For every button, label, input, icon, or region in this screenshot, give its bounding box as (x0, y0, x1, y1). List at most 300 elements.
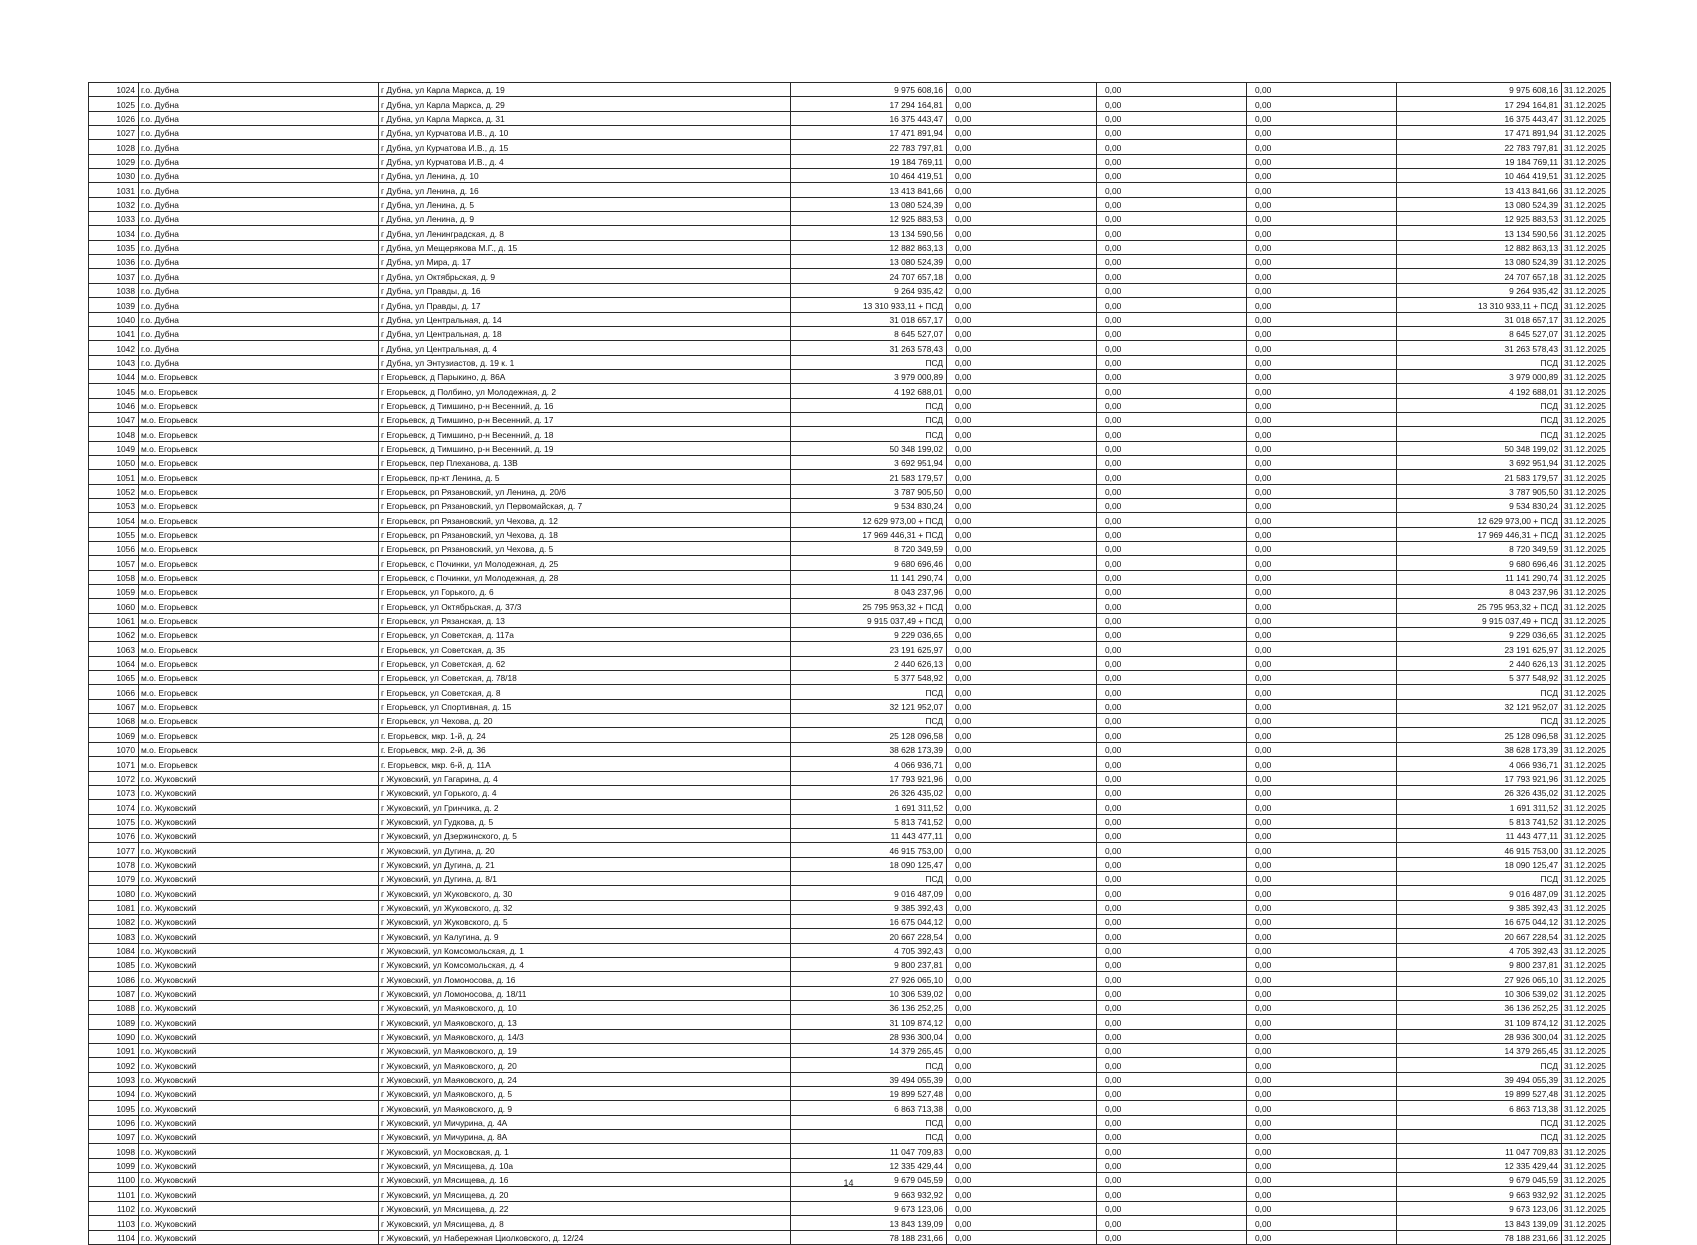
total-cost-cell: 10 306 539,02 (791, 986, 947, 1000)
fund-1-cell: 0,00 (947, 83, 1097, 97)
total-cost-cell: 14 379 265,45 (791, 1044, 947, 1058)
deadline-cell: 31.12.2025 (1562, 1158, 1611, 1172)
total-cost-cell: 18 090 125,47 (791, 857, 947, 871)
fund-1-cell: 0,00 (947, 341, 1097, 355)
fund-2-cell: 0,00 (1097, 1216, 1247, 1230)
fund-2-cell: 0,00 (1097, 126, 1247, 140)
fund-2-cell: 0,00 (1097, 369, 1247, 383)
address-cell: г Егорьевск, ул Советская, д. 62 (379, 656, 791, 670)
fund-1-cell: 0,00 (947, 240, 1097, 254)
fund-3-cell: 0,00 (1247, 1072, 1397, 1086)
total-cost-cell: 11 047 709,83 (791, 1144, 947, 1158)
fund-2-cell: 0,00 (1097, 1144, 1247, 1158)
deadline-cell: 31.12.2025 (1562, 957, 1611, 971)
owner-funds-cell: 9 975 608,16 (1397, 83, 1562, 97)
fund-1-cell: 0,00 (947, 714, 1097, 728)
municipality-cell: м.о. Егорьевск (139, 527, 379, 541)
fund-1-cell: 0,00 (947, 656, 1097, 670)
municipality-cell: м.о. Егорьевск (139, 757, 379, 771)
fund-2-cell: 0,00 (1097, 857, 1247, 871)
owner-funds-cell: 12 882 863,13 (1397, 240, 1562, 254)
fund-1-cell: 0,00 (947, 699, 1097, 713)
fund-2-cell: 0,00 (1097, 1087, 1247, 1101)
owner-funds-cell: 27 926 065,10 (1397, 972, 1562, 986)
row-number-cell: 1033 (89, 212, 139, 226)
row-number-cell: 1055 (89, 527, 139, 541)
deadline-cell: 31.12.2025 (1562, 628, 1611, 642)
address-cell: г Егорьевск, рп Рязановский, ул Чехова, д. 5 (379, 542, 791, 556)
owner-funds-cell: 24 707 657,18 (1397, 269, 1562, 283)
deadline-cell: 31.12.2025 (1562, 1101, 1611, 1115)
address-cell: г Жуковский, ул Горького, д. 4 (379, 785, 791, 799)
row-number-cell: 1104 (89, 1230, 139, 1244)
municipality-cell: г.о. Жуковский (139, 1187, 379, 1201)
fund-3-cell: 0,00 (1247, 484, 1397, 498)
row-number-cell: 1037 (89, 269, 139, 283)
municipality-cell: м.о. Егорьевск (139, 699, 379, 713)
fund-1-cell: 0,00 (947, 828, 1097, 842)
fund-1-cell: 0,00 (947, 384, 1097, 398)
owner-funds-cell: 36 136 252,25 (1397, 1001, 1562, 1015)
fund-2-cell: 0,00 (1097, 1101, 1247, 1115)
table-row (89, 212, 1611, 226)
owner-funds-cell: 46 915 753,00 (1397, 843, 1562, 857)
fund-2-cell: 0,00 (1097, 154, 1247, 168)
row-number-cell: 1076 (89, 828, 139, 842)
fund-2-cell: 0,00 (1097, 1072, 1247, 1086)
owner-funds-cell: ПСД (1397, 714, 1562, 728)
municipality-cell: м.о. Егорьевск (139, 728, 379, 742)
table-row (89, 742, 1611, 756)
total-cost-cell: 32 121 952,07 (791, 699, 947, 713)
fund-2-cell: 0,00 (1097, 212, 1247, 226)
owner-funds-cell: 10 306 539,02 (1397, 986, 1562, 1000)
fund-3-cell: 0,00 (1247, 785, 1397, 799)
row-number-cell: 1103 (89, 1216, 139, 1230)
municipality-cell: м.о. Егорьевск (139, 455, 379, 469)
fund-3-cell: 0,00 (1247, 169, 1397, 183)
owner-funds-cell: ПСД (1397, 398, 1562, 412)
fund-2-cell: 0,00 (1097, 1058, 1247, 1072)
total-cost-cell: 9 663 932,92 (791, 1187, 947, 1201)
address-cell: г Егорьевск, рп Рязановский, ул Чехова, д. 18 (379, 527, 791, 541)
row-number-cell: 1053 (89, 498, 139, 512)
owner-funds-cell: 3 692 951,94 (1397, 455, 1562, 469)
total-cost-cell: ПСД (791, 1130, 947, 1144)
address-cell: г Жуковский, ул Калугина, д. 9 (379, 929, 791, 943)
fund-3-cell: 0,00 (1247, 240, 1397, 254)
deadline-cell: 31.12.2025 (1562, 671, 1611, 685)
fund-3-cell: 0,00 (1247, 656, 1397, 670)
owner-funds-cell: 9 229 036,65 (1397, 628, 1562, 642)
deadline-cell: 31.12.2025 (1562, 240, 1611, 254)
fund-2-cell: 0,00 (1097, 255, 1247, 269)
municipality-cell: г.о. Дубна (139, 97, 379, 111)
total-cost-cell: 28 936 300,04 (791, 1029, 947, 1043)
municipality-cell: г.о. Дубна (139, 111, 379, 125)
address-cell: г Егорьевск, ул Октябрьская, д. 37/3 (379, 599, 791, 613)
municipality-cell: м.о. Егорьевск (139, 484, 379, 498)
fund-3-cell: 0,00 (1247, 1158, 1397, 1172)
deadline-cell: 31.12.2025 (1562, 1044, 1611, 1058)
municipality-cell: г.о. Дубна (139, 169, 379, 183)
fund-2-cell: 0,00 (1097, 384, 1247, 398)
table-row (89, 183, 1611, 197)
fund-2-cell: 0,00 (1097, 972, 1247, 986)
fund-1-cell: 0,00 (947, 1115, 1097, 1129)
fund-3-cell: 0,00 (1247, 1058, 1397, 1072)
municipality-cell: г.о. Жуковский (139, 1130, 379, 1144)
fund-2-cell: 0,00 (1097, 140, 1247, 154)
fund-3-cell: 0,00 (1247, 140, 1397, 154)
total-cost-cell: ПСД (791, 1115, 947, 1129)
fund-3-cell: 0,00 (1247, 470, 1397, 484)
municipality-cell: г.о. Жуковский (139, 843, 379, 857)
row-number-cell: 1096 (89, 1115, 139, 1129)
fund-3-cell: 0,00 (1247, 542, 1397, 556)
municipality-cell: г.о. Жуковский (139, 914, 379, 928)
fund-2-cell: 0,00 (1097, 183, 1247, 197)
fund-1-cell: 0,00 (947, 441, 1097, 455)
fund-3-cell: 0,00 (1247, 1144, 1397, 1158)
municipality-cell: м.о. Егорьевск (139, 656, 379, 670)
row-number-cell: 1098 (89, 1144, 139, 1158)
fund-3-cell: 0,00 (1247, 197, 1397, 211)
deadline-cell: 31.12.2025 (1562, 972, 1611, 986)
total-cost-cell: 13 080 524,39 (791, 197, 947, 211)
address-cell: г Дубна, ул Октябрьская, д. 9 (379, 269, 791, 283)
fund-2-cell: 0,00 (1097, 828, 1247, 842)
fund-1-cell: 0,00 (947, 369, 1097, 383)
municipality-cell: г.о. Жуковский (139, 814, 379, 828)
fund-2-cell: 0,00 (1097, 1230, 1247, 1244)
deadline-cell: 31.12.2025 (1562, 585, 1611, 599)
row-number-cell: 1088 (89, 1001, 139, 1015)
fund-3-cell: 0,00 (1247, 1101, 1397, 1115)
fund-2-cell: 0,00 (1097, 298, 1247, 312)
owner-funds-cell: 8 043 237,96 (1397, 585, 1562, 599)
total-cost-cell: 19 899 527,48 (791, 1087, 947, 1101)
row-number-cell: 1059 (89, 585, 139, 599)
row-number-cell: 1047 (89, 412, 139, 426)
row-number-cell: 1102 (89, 1201, 139, 1215)
row-number-cell: 1068 (89, 714, 139, 728)
row-number-cell: 1078 (89, 857, 139, 871)
fund-3-cell: 0,00 (1247, 800, 1397, 814)
total-cost-cell: 1 691 311,52 (791, 800, 947, 814)
table-row (89, 1101, 1611, 1115)
fund-2-cell: 0,00 (1097, 843, 1247, 857)
deadline-cell: 31.12.2025 (1562, 570, 1611, 584)
deadline-cell: 31.12.2025 (1562, 843, 1611, 857)
municipality-cell: г.о. Жуковский (139, 957, 379, 971)
fund-3-cell: 0,00 (1247, 671, 1397, 685)
table-row (89, 140, 1611, 154)
fund-1-cell: 0,00 (947, 957, 1097, 971)
fund-2-cell: 0,00 (1097, 470, 1247, 484)
row-number-cell: 1067 (89, 699, 139, 713)
owner-funds-cell: ПСД (1397, 871, 1562, 885)
address-cell: г Егорьевск, д Полбино, ул Молодежная, д. 2 (379, 384, 791, 398)
table-row (89, 455, 1611, 469)
deadline-cell: 31.12.2025 (1562, 126, 1611, 140)
deadline-cell: 31.12.2025 (1562, 398, 1611, 412)
table-row (89, 240, 1611, 254)
fund-1-cell: 0,00 (947, 498, 1097, 512)
table-row (89, 556, 1611, 570)
total-cost-cell: 9 680 696,46 (791, 556, 947, 570)
fund-3-cell: 0,00 (1247, 83, 1397, 97)
table-row (89, 1001, 1611, 1015)
fund-3-cell: 0,00 (1247, 455, 1397, 469)
fund-2-cell: 0,00 (1097, 97, 1247, 111)
table-row (89, 972, 1611, 986)
fund-3-cell: 0,00 (1247, 326, 1397, 340)
fund-2-cell: 0,00 (1097, 1201, 1247, 1215)
total-cost-cell: 9 915 037,49 + ПСД (791, 613, 947, 627)
row-number-cell: 1025 (89, 97, 139, 111)
fund-1-cell: 0,00 (947, 197, 1097, 211)
fund-1-cell: 0,00 (947, 212, 1097, 226)
table-row (89, 255, 1611, 269)
fund-2-cell: 0,00 (1097, 441, 1247, 455)
fund-2-cell: 0,00 (1097, 886, 1247, 900)
fund-3-cell: 0,00 (1247, 570, 1397, 584)
total-cost-cell: 38 628 173,39 (791, 742, 947, 756)
municipality-cell: г.о. Жуковский (139, 828, 379, 842)
owner-funds-cell: 22 783 797,81 (1397, 140, 1562, 154)
municipality-cell: м.о. Егорьевск (139, 628, 379, 642)
row-number-cell: 1074 (89, 800, 139, 814)
table-row (89, 814, 1611, 828)
fund-3-cell: 0,00 (1247, 1230, 1397, 1244)
deadline-cell: 31.12.2025 (1562, 384, 1611, 398)
owner-funds-cell: 32 121 952,07 (1397, 699, 1562, 713)
fund-2-cell: 0,00 (1097, 1173, 1247, 1187)
deadline-cell: 31.12.2025 (1562, 111, 1611, 125)
deadline-cell: 31.12.2025 (1562, 154, 1611, 168)
total-cost-cell: 78 188 231,66 (791, 1230, 947, 1244)
fund-3-cell: 0,00 (1247, 628, 1397, 642)
row-number-cell: 1040 (89, 312, 139, 326)
owner-funds-cell: 50 348 199,02 (1397, 441, 1562, 455)
address-cell: г Жуковский, ул Маяковского, д. 19 (379, 1044, 791, 1058)
deadline-cell: 31.12.2025 (1562, 455, 1611, 469)
municipality-cell: м.о. Егорьевск (139, 384, 379, 398)
deadline-cell: 31.12.2025 (1562, 1015, 1611, 1029)
row-number-cell: 1094 (89, 1087, 139, 1101)
municipality-cell: г.о. Дубна (139, 269, 379, 283)
table-row (89, 1058, 1611, 1072)
total-cost-cell: 22 783 797,81 (791, 140, 947, 154)
municipality-cell: г.о. Жуковский (139, 1230, 379, 1244)
table-row (89, 671, 1611, 685)
fund-3-cell: 0,00 (1247, 441, 1397, 455)
total-cost-cell: 46 915 753,00 (791, 843, 947, 857)
owner-funds-cell: 9 915 037,49 + ПСД (1397, 613, 1562, 627)
row-number-cell: 1091 (89, 1044, 139, 1058)
fund-2-cell: 0,00 (1097, 355, 1247, 369)
address-cell: г Егорьевск, рп Рязановский, ул Первомайская, д. 7 (379, 498, 791, 512)
table-row (89, 283, 1611, 297)
fund-2-cell: 0,00 (1097, 498, 1247, 512)
address-cell: г Егорьевск, д Тимшино, р-н Весенний, д. 18 (379, 427, 791, 441)
owner-funds-cell: 2 440 626,13 (1397, 656, 1562, 670)
total-cost-cell: 16 675 044,12 (791, 914, 947, 928)
deadline-cell: 31.12.2025 (1562, 943, 1611, 957)
table-row (89, 484, 1611, 498)
table-row (89, 542, 1611, 556)
fund-1-cell: 0,00 (947, 1173, 1097, 1187)
row-number-cell: 1046 (89, 398, 139, 412)
address-cell: г Жуковский, ул Гринчика, д. 2 (379, 800, 791, 814)
fund-1-cell: 0,00 (947, 255, 1097, 269)
table-row (89, 441, 1611, 455)
total-cost-cell: 21 583 179,57 (791, 470, 947, 484)
deadline-cell: 31.12.2025 (1562, 828, 1611, 842)
address-cell: г Жуковский, ул Маяковского, д. 14/3 (379, 1029, 791, 1043)
owner-funds-cell: 28 936 300,04 (1397, 1029, 1562, 1043)
owner-funds-cell: 13 413 841,66 (1397, 183, 1562, 197)
address-cell: г Дубна, ул Курчатова И.В., д. 10 (379, 126, 791, 140)
address-cell: г Жуковский, ул Маяковского, д. 20 (379, 1058, 791, 1072)
fund-2-cell: 0,00 (1097, 556, 1247, 570)
table-row (89, 169, 1611, 183)
fund-1-cell: 0,00 (947, 226, 1097, 240)
owner-funds-cell: 13 080 524,39 (1397, 255, 1562, 269)
row-number-cell: 1071 (89, 757, 139, 771)
deadline-cell: 31.12.2025 (1562, 742, 1611, 756)
total-cost-cell: 12 335 429,44 (791, 1158, 947, 1172)
row-number-cell: 1084 (89, 943, 139, 957)
address-cell: г Егорьевск, с Починки, ул Молодежная, д. 25 (379, 556, 791, 570)
fund-1-cell: 0,00 (947, 427, 1097, 441)
fund-1-cell: 0,00 (947, 484, 1097, 498)
total-cost-cell: 6 863 713,38 (791, 1101, 947, 1115)
fund-1-cell: 0,00 (947, 527, 1097, 541)
owner-funds-cell: 11 443 477,11 (1397, 828, 1562, 842)
total-cost-cell: 12 629 973,00 + ПСД (791, 513, 947, 527)
table-row (89, 197, 1611, 211)
fund-2-cell: 0,00 (1097, 1187, 1247, 1201)
owner-funds-cell: 9 800 237,81 (1397, 957, 1562, 971)
owner-funds-cell: 9 680 696,46 (1397, 556, 1562, 570)
row-number-cell: 1043 (89, 355, 139, 369)
fund-1-cell: 0,00 (947, 914, 1097, 928)
fund-1-cell: 0,00 (947, 599, 1097, 613)
fund-2-cell: 0,00 (1097, 585, 1247, 599)
table-row (89, 642, 1611, 656)
row-number-cell: 1030 (89, 169, 139, 183)
deadline-cell: 31.12.2025 (1562, 542, 1611, 556)
table-row (89, 498, 1611, 512)
fund-3-cell: 0,00 (1247, 269, 1397, 283)
owner-funds-cell: 23 191 625,97 (1397, 642, 1562, 656)
fund-2-cell: 0,00 (1097, 757, 1247, 771)
owner-funds-cell: ПСД (1397, 427, 1562, 441)
owner-funds-cell: 19 899 527,48 (1397, 1087, 1562, 1101)
total-cost-cell: 31 018 657,17 (791, 312, 947, 326)
municipality-cell: м.о. Егорьевск (139, 599, 379, 613)
row-number-cell: 1038 (89, 283, 139, 297)
fund-1-cell: 0,00 (947, 355, 1097, 369)
municipality-cell: г.о. Дубна (139, 283, 379, 297)
address-cell: г Жуковский, ул Ломоносова, д. 16 (379, 972, 791, 986)
owner-funds-cell: 38 628 173,39 (1397, 742, 1562, 756)
fund-3-cell: 0,00 (1247, 900, 1397, 914)
table-row (89, 699, 1611, 713)
fund-3-cell: 0,00 (1247, 714, 1397, 728)
address-cell: г Жуковский, ул Маяковского, д. 9 (379, 1101, 791, 1115)
total-cost-cell: 26 326 435,02 (791, 785, 947, 799)
owner-funds-cell: 3 787 905,50 (1397, 484, 1562, 498)
table-row (89, 1201, 1611, 1215)
table-row (89, 154, 1611, 168)
row-number-cell: 1052 (89, 484, 139, 498)
deadline-cell: 31.12.2025 (1562, 685, 1611, 699)
table-row (89, 943, 1611, 957)
fund-1-cell: 0,00 (947, 183, 1097, 197)
municipality-cell: м.о. Егорьевск (139, 498, 379, 512)
fund-3-cell: 0,00 (1247, 384, 1397, 398)
row-number-cell: 1024 (89, 83, 139, 97)
address-cell: г Дубна, ул Курчатова И.В., д. 4 (379, 154, 791, 168)
fund-3-cell: 0,00 (1247, 757, 1397, 771)
fund-3-cell: 0,00 (1247, 111, 1397, 125)
table-row (89, 843, 1611, 857)
table-row (89, 685, 1611, 699)
deadline-cell: 31.12.2025 (1562, 197, 1611, 211)
fund-1-cell: 0,00 (947, 513, 1097, 527)
municipality-cell: г.о. Жуковский (139, 1087, 379, 1101)
row-number-cell: 1058 (89, 570, 139, 584)
row-number-cell: 1032 (89, 197, 139, 211)
fund-2-cell: 0,00 (1097, 570, 1247, 584)
total-cost-cell: 9 016 487,09 (791, 886, 947, 900)
table-row (89, 226, 1611, 240)
row-number-cell: 1086 (89, 972, 139, 986)
row-number-cell: 1081 (89, 900, 139, 914)
owner-funds-cell: 9 534 830,24 (1397, 498, 1562, 512)
fund-1-cell: 0,00 (947, 843, 1097, 857)
municipality-cell: г.о. Жуковский (139, 1201, 379, 1215)
deadline-cell: 31.12.2025 (1562, 369, 1611, 383)
fund-1-cell: 0,00 (947, 972, 1097, 986)
deadline-cell: 31.12.2025 (1562, 412, 1611, 426)
owner-funds-cell: 18 090 125,47 (1397, 857, 1562, 871)
total-cost-cell: 4 066 936,71 (791, 757, 947, 771)
municipality-cell: г.о. Дубна (139, 212, 379, 226)
repair-schedule-table (88, 82, 1611, 1245)
fund-3-cell: 0,00 (1247, 527, 1397, 541)
deadline-cell: 31.12.2025 (1562, 728, 1611, 742)
row-number-cell: 1097 (89, 1130, 139, 1144)
fund-2-cell: 0,00 (1097, 1044, 1247, 1058)
deadline-cell: 31.12.2025 (1562, 212, 1611, 226)
address-cell: г Егорьевск, ул Советская, д. 8 (379, 685, 791, 699)
total-cost-cell: 13 413 841,66 (791, 183, 947, 197)
row-number-cell: 1080 (89, 886, 139, 900)
total-cost-cell: 17 471 891,94 (791, 126, 947, 140)
total-cost-cell: 5 377 548,92 (791, 671, 947, 685)
address-cell: г Егорьевск, д Тимшино, р-н Весенний, д. 17 (379, 412, 791, 426)
fund-1-cell: 0,00 (947, 312, 1097, 326)
table-row (89, 398, 1611, 412)
total-cost-cell: 5 813 741,52 (791, 814, 947, 828)
fund-1-cell: 0,00 (947, 785, 1097, 799)
municipality-cell: м.о. Егорьевск (139, 671, 379, 685)
fund-3-cell: 0,00 (1247, 427, 1397, 441)
